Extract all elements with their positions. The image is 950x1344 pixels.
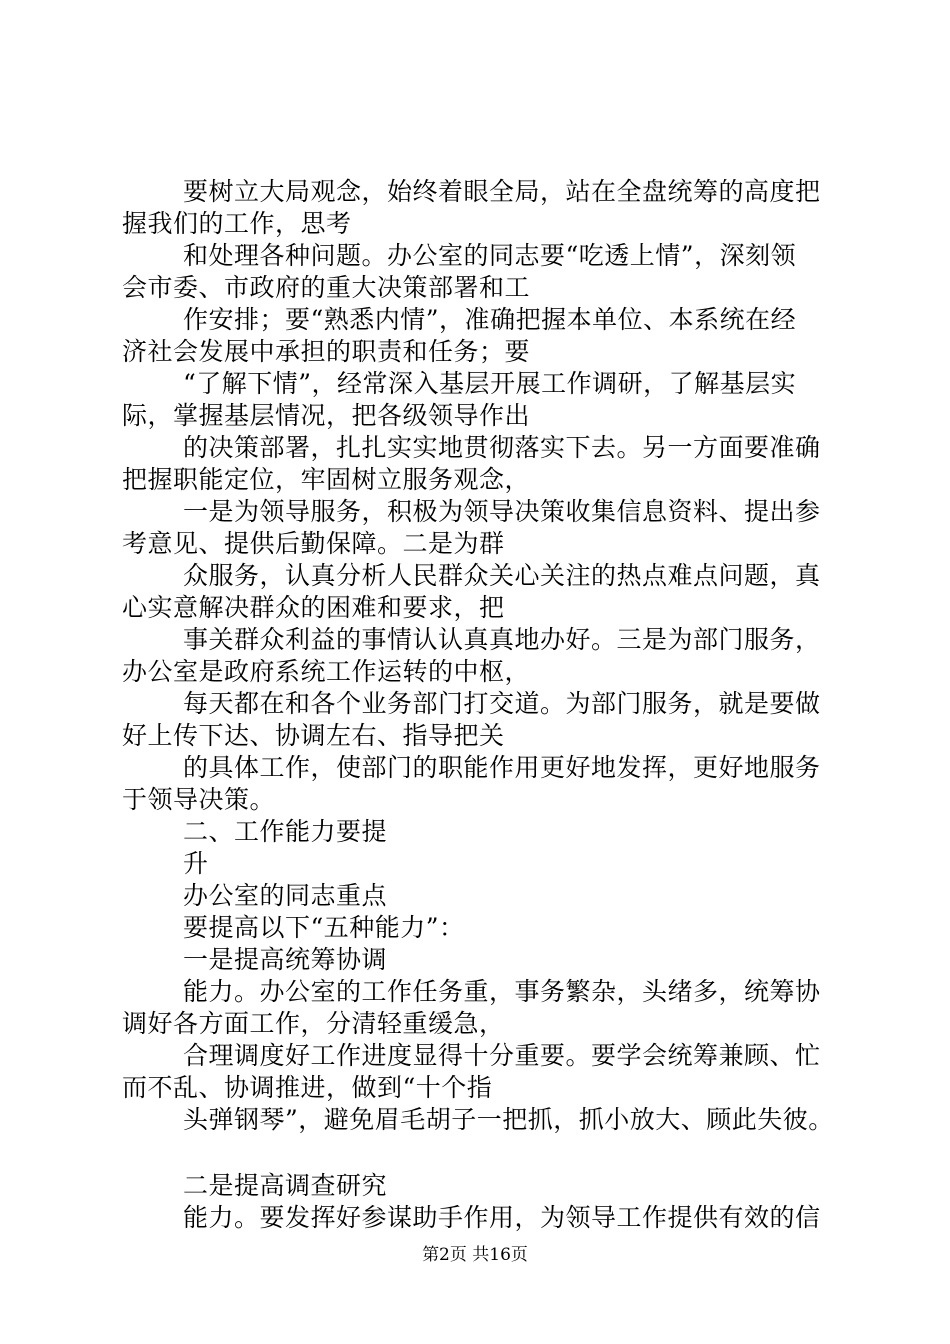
text-line: 的决策部署，扎扎实实地贯彻落实下去。另一方面要准确 bbox=[183, 433, 821, 462]
text-line: 合理调度好工作进度显得十分重要。要学会统筹兼顾、忙 bbox=[183, 1041, 821, 1070]
text-line: 要提高以下“五种能力”： bbox=[183, 913, 465, 942]
text-line: 而不乱、协调推进，做到“十个指 bbox=[122, 1073, 493, 1102]
text-line: 把握职能定位，牢固树立服务观念， bbox=[122, 465, 531, 494]
text-line: 握我们的工作，思考 bbox=[122, 209, 352, 238]
section-heading: 二、工作能力要提 bbox=[183, 817, 388, 846]
text-line: 办公室是政府系统工作运转的中枢， bbox=[122, 657, 531, 686]
text-line: 能力。办公室的工作任务重，事务繁杂，头绪多，统筹协 bbox=[183, 977, 821, 1006]
text-line: 会市委、市政府的重大决策部署和工 bbox=[122, 273, 531, 302]
text-line: 二是提高调查研究 bbox=[183, 1171, 388, 1200]
section-heading: 升 bbox=[183, 849, 209, 878]
page-footer: 第2页 共16页 bbox=[422, 1245, 528, 1265]
text-line: 每天都在和各个业务部门打交道。为部门服务，就是要做 bbox=[183, 689, 821, 718]
text-line: 能力。要发挥好参谋助手作用，为领导工作提供有效的信 bbox=[183, 1203, 821, 1232]
text-line: 心实意解决群众的困难和要求，把 bbox=[122, 593, 505, 622]
text-line: 众服务，认真分析人民群众关心关注的热点难点问题，真 bbox=[183, 561, 821, 590]
text-line: 际，掌握基层情况，把各级领导作出 bbox=[122, 401, 531, 430]
text-line: 调好各方面工作，分清轻重缓急， bbox=[122, 1009, 505, 1038]
text-line: 头弹钢琴”，避免眉毛胡子一把抓，抓小放大、顾此失彼。 bbox=[183, 1105, 834, 1134]
text-line: 和处理各种问题。办公室的同志要“吃透上情”，深刻领 bbox=[183, 241, 797, 270]
text-line: 事关群众利益的事情认认真真地办好。三是为部门服务， bbox=[183, 625, 821, 654]
text-line: 要树立大局观念，始终着眼全局，站在全盘统筹的高度把 bbox=[183, 177, 821, 206]
text-line: 一是为领导服务，积极为领导决策收集信息资料、提出参 bbox=[183, 497, 821, 526]
text-line: “了解下情”，经常深入基层开展工作调研，了解基层实 bbox=[183, 369, 797, 398]
text-line: 考意见、提供后勤保障。二是为群 bbox=[122, 529, 505, 558]
text-line: 作安排；要“熟悉内情”，准确把握本单位、本系统在经 bbox=[183, 305, 797, 334]
text-line: 于领导决策。 bbox=[122, 785, 276, 814]
text-line: 一是提高统筹协调 bbox=[183, 945, 388, 974]
text-line: 办公室的同志重点 bbox=[183, 881, 388, 910]
text-line: 好上传下达、协调左右、指导把关 bbox=[122, 721, 505, 750]
text-line: 济社会发展中承担的职责和任务；要 bbox=[122, 337, 531, 366]
text-line: 的具体工作，使部门的职能作用更好地发挥，更好地服务 bbox=[183, 753, 821, 782]
